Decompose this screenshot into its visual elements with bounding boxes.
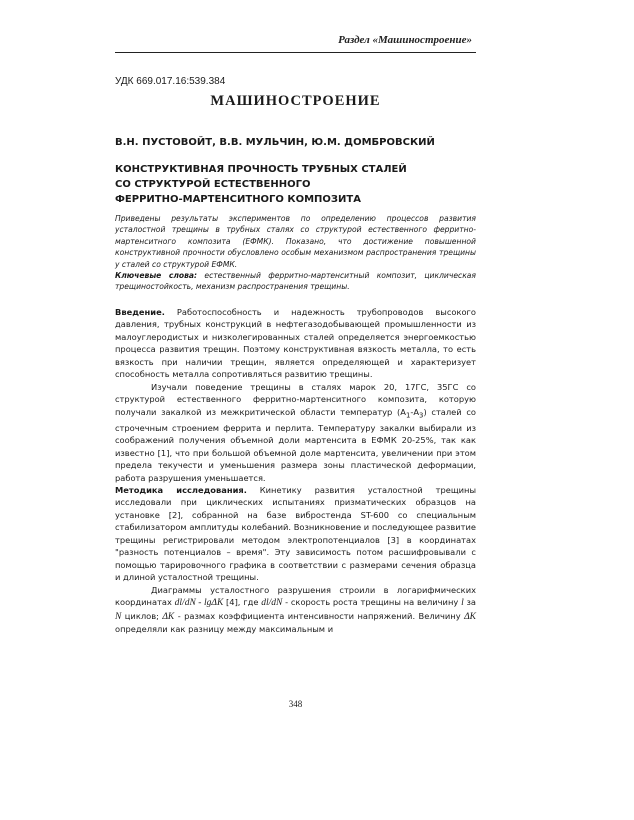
paragraph-steels [115, 381, 476, 484]
intro-text: Работоспособность и надежность трубопроводов высокого давления, трубных конструкций в нефтегазодобывающей промышленности из малоуглеродистых и низколегированных сталей определяется энергоемкостью процесса развития трещин. Поэтому конструктивная вязкость металла, то есть вязкость при наличии трещин, является определяющей и характеризует способность металла сопротивляться развитию трещины. [115, 307, 476, 380]
header-rule [115, 52, 476, 53]
keywords [115, 270, 476, 293]
authors: В.Н. ПУСТОВОЙТ, В.В. МУЛЬЧИН, Ю.М. ДОМБРОВСКИЙ [115, 137, 435, 148]
abstract: Приведены результаты экспериментов по определению процессов развития усталостной трещины в трубных сталях со структурой естественного ферритно-мартенситного композита (ЕФМК). Показано, что достижение повышенной конструктивной прочности обусловлено особым механизмом распространения трещины у сталей со структурой ЕФМК. [115, 214, 476, 269]
udc-code: УДК 669.017.16:539.384 [115, 76, 226, 87]
subscript: 3 [419, 411, 424, 420]
paragraph-diagrams [115, 584, 476, 636]
intro-lead: Введение. [115, 307, 165, 317]
math-expression: N [115, 611, 122, 622]
para4-text: - скорость роста трещины на величину [282, 597, 462, 608]
subscript: 1 [405, 411, 411, 420]
keywords-label: Ключевые слова: [115, 271, 198, 280]
para4-text: - размах коэффициента интенсивности напряжений. Величину [174, 610, 465, 621]
para4-text: определяли как разницу между максимальным и [115, 623, 334, 634]
method-text: Кинетику развития усталостной трещины исследовали при циклических испытаниях призматических образцов на установке [2], собранной на базе вибростенда ST-600 со специальным стабилизатором амплитуды колебаний. Возникновение и последующее развитие трещины регистрировали методом электропотенциалов [3] в координатах "разность потенциалов – время". Эту зависимость потом расшифровывали с помощью тарировочного графика в соответствии с размерами сечения образца и длиной усталостной трещины. [115, 485, 477, 583]
rubric-heading: МАШИНОСТРОЕНИЕ [210, 93, 381, 109]
para4-text: за [463, 597, 476, 608]
title-line: СО СТРУКТУРОЙ ЕСТЕСТВЕННОГО [115, 179, 311, 190]
math-expression: l [461, 598, 464, 609]
method-lead: Методика исследования. [115, 485, 247, 495]
math-expression: ΔK [162, 611, 175, 622]
math-expression: dl/dN [261, 598, 283, 609]
para2-text: ) сталей со строчечным строением феррита и перлита. Температуру закалки выбирали из соображений получения объемной доли мартенсита в ЕФМК 20-25%, так как известно [1], что при большой объемной доле мартенсита, увеличении при этом предела текучести и уменьшения размера зоны пластической деформации, работа разрушения уменьшается. [115, 406, 476, 483]
para4-text: [4], где [223, 597, 262, 608]
intro-paragraph [115, 306, 476, 381]
math-expression: ΔK [464, 611, 477, 622]
para4-text: Диаграммы усталостного разрушения строили в логарифмических координатах [115, 584, 476, 608]
section-label: Раздел «Машиностроение» [338, 34, 472, 46]
keywords-text: естественный ферритно-мартенситный композит, циклическая трещиностойкость, механизм распространения трещины. [115, 271, 476, 292]
para2-text: -А [410, 406, 420, 417]
page-number: 348 [288, 699, 303, 709]
method-paragraph [115, 484, 476, 584]
para4-text: циклов; [121, 610, 163, 621]
para2-text: Изучали поведение трещины в сталях марок 20, 17ГС, 35ГС со структурой естественного ферритно-мартенситного композита, которую получали закалкой из межкритической области температур (А [115, 381, 476, 417]
article-title [115, 162, 476, 207]
article-body [115, 306, 476, 635]
title-line: ФЕРРИТНО-МАРТЕНСИТНОГО КОМПОЗИТА [115, 194, 361, 205]
title-line: КОНСТРУКТИВНАЯ ПРОЧНОСТЬ ТРУБНЫХ СТАЛЕЙ [115, 164, 407, 175]
math-expression: dl/dN - lgΔK [174, 598, 224, 609]
